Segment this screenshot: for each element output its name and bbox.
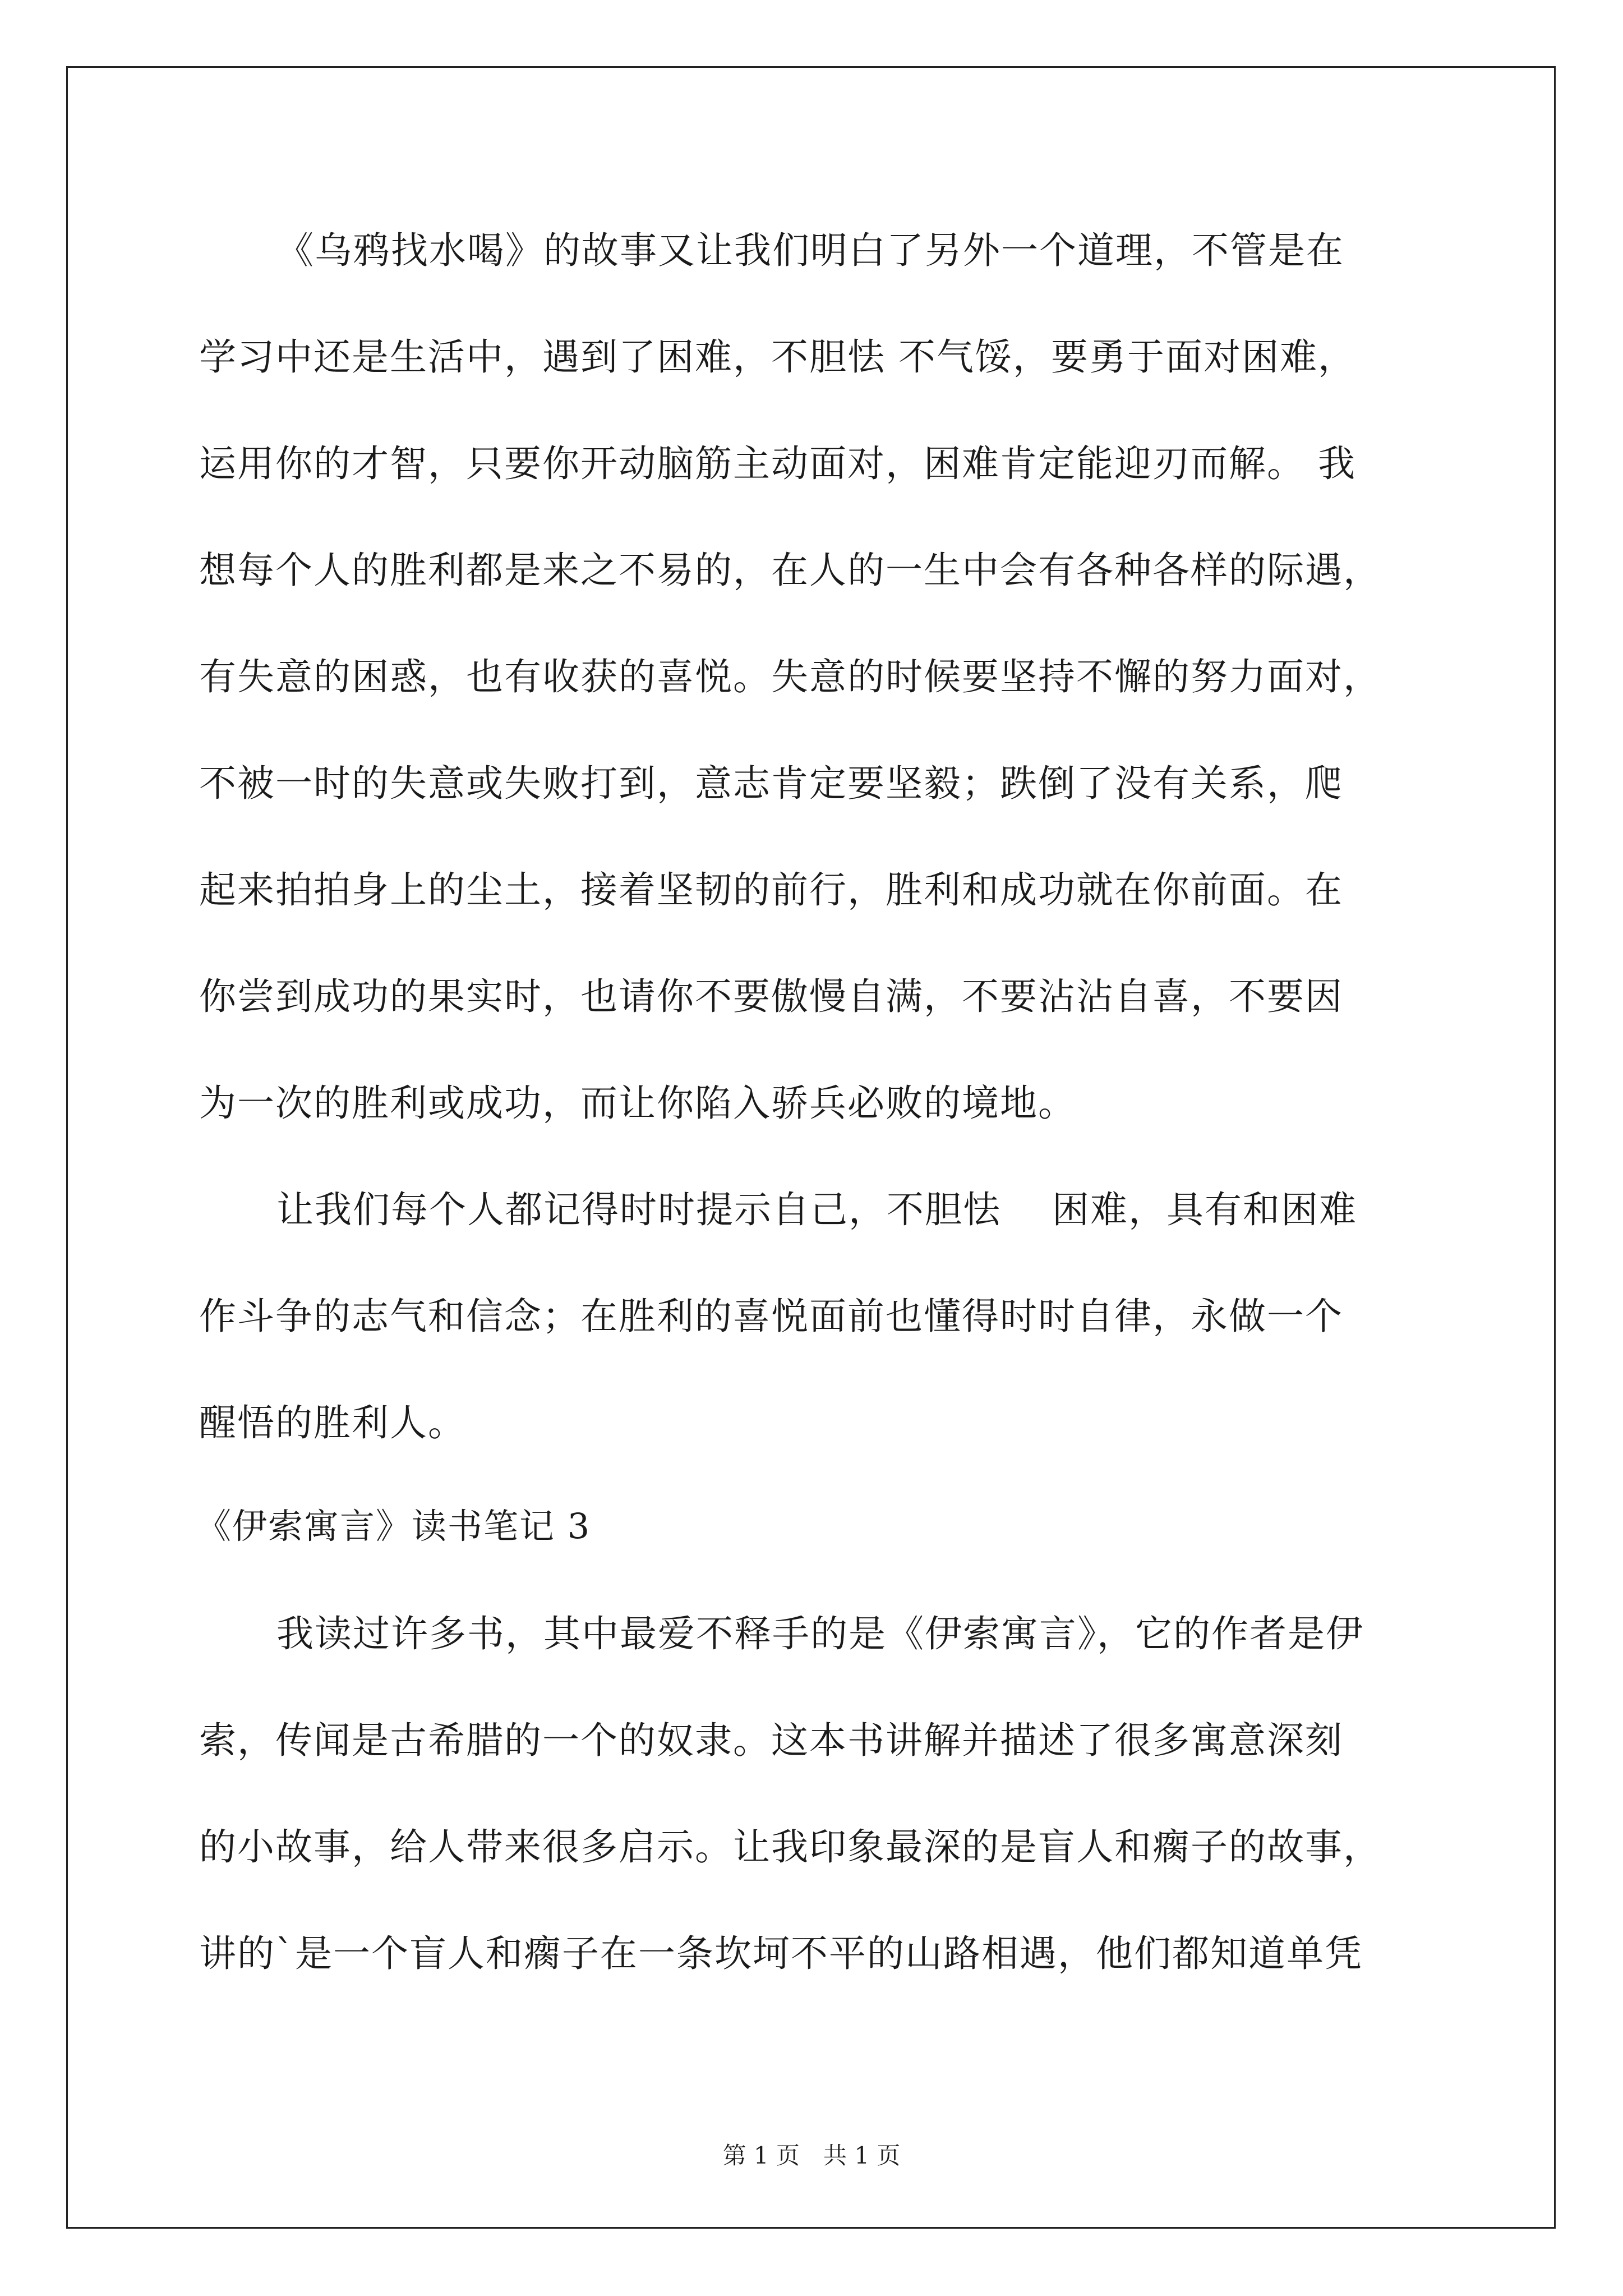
paragraph-line: 我读过许多书，其中最爱不释手的是《伊索寓言》，它的作者是伊 bbox=[276, 1612, 1364, 1655]
paragraph-line: 讲的`是一个盲人和瘸子在一条坎坷不平的山路相遇，他们都知道单凭 bbox=[199, 1932, 1363, 1975]
paragraph-line: 《乌鸦找水喝》的故事又让我们明白了另外一个道理，不管是在 bbox=[276, 229, 1344, 272]
page-border bbox=[66, 66, 1556, 2229]
paragraph-line: 起来拍拍身上的尘土，接着坚韧的前行，胜利和成功就在你前面。在 bbox=[199, 868, 1343, 912]
paragraph-line: 让我们每个人都记得时时提示自己，不胆怯 困难，具有和困难 bbox=[276, 1188, 1357, 1231]
paragraph-line: 为一次的胜利或成功，而让你陷入骄兵必败的境地。 bbox=[199, 1082, 1076, 1125]
section-heading: 《伊索寓言》读书笔记 3 bbox=[196, 1506, 591, 1547]
paragraph-line: 有失意的困惑，也有收获的喜悦。失意的时候要坚持不懈的努力面对， bbox=[199, 655, 1381, 698]
paragraph-line: 醒悟的胜利人。 bbox=[199, 1401, 466, 1444]
paragraph-line: 学习中还是生活中，遇到了困难，不胆怯 不气馁，要勇于面对困难， bbox=[199, 335, 1356, 379]
paragraph-line: 运用你的才智，只要你开动脑筋主动面对，困难肯定能迎刃而解。 我 bbox=[199, 442, 1356, 485]
paragraph-line: 索，传闻是古希腊的一个的奴隶。这本书讲解并描述了很多寓意深刻 bbox=[199, 1719, 1343, 1762]
paragraph-line: 想每个人的胜利都是来之不易的，在人的一生中会有各种各样的际遇， bbox=[199, 549, 1381, 592]
paragraph-line: 作斗争的志气和信念；在胜利的喜悦面前也懂得时时自律，永做一个 bbox=[199, 1295, 1343, 1338]
page-footer: 第 1 页 共 1 页 bbox=[722, 2142, 901, 2169]
paragraph-line: 的小故事，给人带来很多启示。让我印象最深的是盲人和瘸子的故事， bbox=[199, 1825, 1381, 1869]
paragraph-line: 不被一时的失意或失败打到，意志肯定要坚毅；跌倒了没有关系，爬 bbox=[199, 762, 1343, 805]
paragraph-line: 你尝到成功的果实时，也请你不要傲慢自满，不要沾沾自喜，不要因 bbox=[199, 975, 1343, 1018]
